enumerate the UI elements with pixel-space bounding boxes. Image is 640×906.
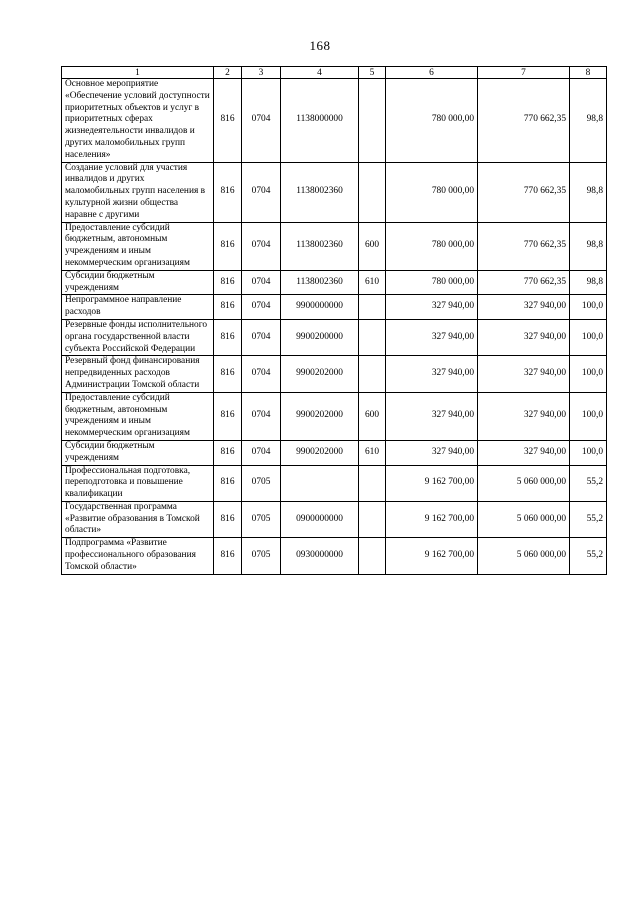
column-header: 2 (214, 67, 242, 79)
row-percent: 55,2 (570, 501, 607, 537)
row-name: Предоставление субсидий бюджетным, автономным учреждениям и иным некоммерческим организациям (62, 392, 214, 440)
table-row (62, 356, 607, 392)
row-planned-amount: 327 940,00 (386, 440, 478, 465)
row-admin-code: 816 (214, 222, 242, 270)
row-expense-type: 610 (359, 440, 386, 465)
row-name: Основное мероприятие «Обеспечение условий доступности приоритетных объектов и услуг в приоритетных сферах жизнедеятельности инвалидов и других маломобильных групп населения» (62, 79, 214, 163)
table-row (62, 319, 607, 355)
row-expense-type (359, 295, 386, 320)
row-planned-amount: 780 000,00 (386, 222, 478, 270)
column-header: 3 (242, 67, 281, 79)
row-executed-amount: 770 662,35 (478, 270, 570, 295)
row-section-code: 0704 (242, 295, 281, 320)
row-section-code: 0705 (242, 465, 281, 501)
column-header: 8 (570, 67, 607, 79)
row-admin-code: 816 (214, 356, 242, 392)
row-name: Предоставление субсидий бюджетным, автономным учреждениям и иным некоммерческим организациям (62, 222, 214, 270)
table-row (62, 440, 607, 465)
row-executed-amount: 327 940,00 (478, 440, 570, 465)
row-executed-amount: 770 662,35 (478, 162, 570, 222)
row-percent: 55,2 (570, 465, 607, 501)
column-header: 1 (62, 67, 214, 79)
row-admin-code: 816 (214, 319, 242, 355)
row-admin-code: 816 (214, 465, 242, 501)
row-planned-amount: 327 940,00 (386, 356, 478, 392)
row-percent: 98,8 (570, 270, 607, 295)
row-target-code: 9900000000 (281, 295, 359, 320)
row-percent: 100,0 (570, 440, 607, 465)
column-header: 5 (359, 67, 386, 79)
row-executed-amount: 5 060 000,00 (478, 465, 570, 501)
row-target-code: 9900202000 (281, 392, 359, 440)
row-target-code (281, 465, 359, 501)
row-percent: 98,8 (570, 222, 607, 270)
column-header: 4 (281, 67, 359, 79)
row-percent: 100,0 (570, 319, 607, 355)
row-admin-code: 816 (214, 295, 242, 320)
row-planned-amount: 780 000,00 (386, 79, 478, 163)
table-row (62, 501, 607, 537)
row-admin-code: 816 (214, 538, 242, 574)
row-section-code: 0704 (242, 162, 281, 222)
row-name: Резервные фонды исполнительного органа государственной власти субъекта Российской Федерации (62, 319, 214, 355)
row-executed-amount: 327 940,00 (478, 295, 570, 320)
table-row (62, 465, 607, 501)
row-section-code: 0704 (242, 222, 281, 270)
row-target-code: 9900202000 (281, 440, 359, 465)
budget-table (61, 66, 607, 575)
row-admin-code: 816 (214, 162, 242, 222)
row-admin-code: 816 (214, 440, 242, 465)
row-section-code: 0705 (242, 501, 281, 537)
row-name: Непрограммное направление расходов (62, 295, 214, 320)
row-target-code: 1138002360 (281, 222, 359, 270)
row-target-code: 0930000000 (281, 538, 359, 574)
row-expense-type: 610 (359, 270, 386, 295)
row-percent: 98,8 (570, 162, 607, 222)
row-name: Резервный фонд финансирования непредвиденных расходов Администрации Томской области (62, 356, 214, 392)
row-target-code: 9900202000 (281, 356, 359, 392)
row-target-code: 1138002360 (281, 162, 359, 222)
row-expense-type: 600 (359, 222, 386, 270)
row-expense-type (359, 465, 386, 501)
row-planned-amount: 9 162 700,00 (386, 501, 478, 537)
table-row (62, 392, 607, 440)
row-planned-amount: 9 162 700,00 (386, 465, 478, 501)
row-executed-amount: 327 940,00 (478, 356, 570, 392)
row-percent: 100,0 (570, 392, 607, 440)
row-expense-type (359, 162, 386, 222)
row-admin-code: 816 (214, 392, 242, 440)
table-header-row (62, 67, 607, 79)
row-target-code: 0900000000 (281, 501, 359, 537)
row-planned-amount: 327 940,00 (386, 392, 478, 440)
row-section-code: 0704 (242, 79, 281, 163)
row-expense-type (359, 319, 386, 355)
row-target-code: 9900200000 (281, 319, 359, 355)
row-name: Субсидии бюджетным учреждениям (62, 270, 214, 295)
row-expense-type (359, 501, 386, 537)
row-executed-amount: 5 060 000,00 (478, 501, 570, 537)
row-percent: 55,2 (570, 538, 607, 574)
table-row (62, 79, 607, 163)
table-row (62, 270, 607, 295)
row-planned-amount: 9 162 700,00 (386, 538, 478, 574)
row-name: Профессиональная подготовка, переподготовка и повышение квалификации (62, 465, 214, 501)
row-admin-code: 816 (214, 79, 242, 163)
row-target-code: 1138000000 (281, 79, 359, 163)
row-name: Субсидии бюджетным учреждениям (62, 440, 214, 465)
row-planned-amount: 327 940,00 (386, 319, 478, 355)
row-admin-code: 816 (214, 501, 242, 537)
row-admin-code: 816 (214, 270, 242, 295)
row-section-code: 0704 (242, 270, 281, 295)
row-planned-amount: 327 940,00 (386, 295, 478, 320)
row-expense-type: 600 (359, 392, 386, 440)
row-section-code: 0704 (242, 356, 281, 392)
row-executed-amount: 327 940,00 (478, 319, 570, 355)
row-expense-type (359, 538, 386, 574)
row-executed-amount: 770 662,35 (478, 79, 570, 163)
row-executed-amount: 770 662,35 (478, 222, 570, 270)
row-section-code: 0704 (242, 319, 281, 355)
row-section-code: 0704 (242, 440, 281, 465)
row-name: Создание условий для участия инвалидов и других маломобильных групп населения в культурной жизни общества наравне с другими (62, 162, 214, 222)
row-section-code: 0705 (242, 538, 281, 574)
row-section-code: 0704 (242, 392, 281, 440)
row-planned-amount: 780 000,00 (386, 270, 478, 295)
row-percent: 98,8 (570, 79, 607, 163)
page-number: 168 (309, 38, 331, 53)
row-expense-type (359, 356, 386, 392)
row-target-code: 1138002360 (281, 270, 359, 295)
row-name: Подпрограмма «Развитие профессионального образования Томской области» (62, 538, 214, 574)
table-row (62, 222, 607, 270)
row-name: Государственная программа «Развитие образования в Томской области» (62, 501, 214, 537)
row-planned-amount: 780 000,00 (386, 162, 478, 222)
row-executed-amount: 327 940,00 (478, 392, 570, 440)
row-expense-type (359, 79, 386, 163)
row-executed-amount: 5 060 000,00 (478, 538, 570, 574)
table-row (62, 295, 607, 320)
column-header: 7 (478, 67, 570, 79)
table-row (62, 162, 607, 222)
column-header: 6 (386, 67, 478, 79)
row-percent: 100,0 (570, 356, 607, 392)
row-percent: 100,0 (570, 295, 607, 320)
table-row (62, 538, 607, 574)
